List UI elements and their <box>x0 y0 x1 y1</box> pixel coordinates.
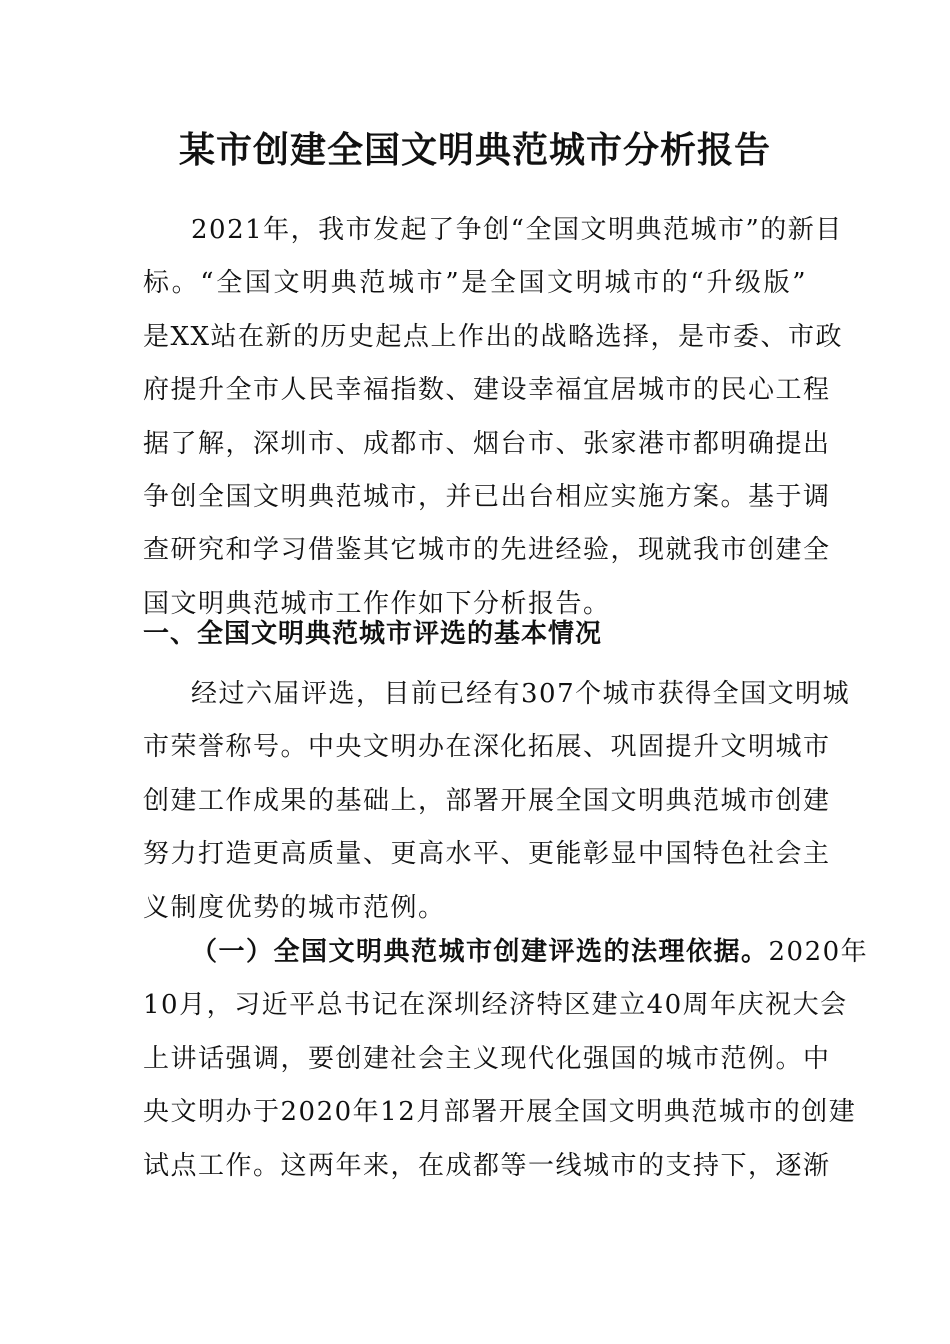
subsection-lead-rest: 2020年 <box>768 937 869 967</box>
paragraph-line: 10月，习近平总书记在深圳经济特区建立40周年庆祝大会 <box>143 990 848 1021</box>
paragraph-line: 试点工作。这两年来，在成都等一线城市的支持下，逐渐 <box>143 1150 831 1181</box>
intro-paragraph <box>143 204 844 631</box>
paragraph-line: 经过六届评选，目前已经有307个城市获得全国文明城 <box>191 679 851 709</box>
document-title: 某市创建全国文明典范城市分析报告 <box>178 129 771 171</box>
subsection1-paragraph <box>143 926 869 1193</box>
section-heading: 一、全国文明典范城市评选的基本情况 <box>143 619 603 649</box>
paragraph-line: 标。“全国文明典范城市”是全国文明城市的“升级版” <box>143 268 807 299</box>
section1-paragraph <box>143 668 851 935</box>
paragraph-line: 查研究和学习借鉴其它城市的先进经验，现就我市创建全 <box>143 535 831 566</box>
paragraph-line: 国文明典范城市工作作如下分析报告。 <box>143 588 611 619</box>
subsection-lead: （一）全国文明典范城市创建评选的法理依据。 <box>191 937 769 967</box>
paragraph-line <box>143 926 869 979</box>
paragraph-line: 据了解，深圳市、成都市、烟台市、张家港市都明确提出 <box>143 428 831 459</box>
paragraph-line: 上讲话强调，要创建社会主义现代化强国的城市范例。中 <box>143 1043 831 1074</box>
paragraph-line: 府提升全市人民幸福指数、建设幸福宜居城市的民心工程 <box>143 375 831 406</box>
paragraph-line: 央文明办于2020年12月部署开展全国文明典范城市的创建 <box>143 1097 857 1128</box>
paragraph-line: 创建工作成果的基础上，部署开展全国文明典范城市创建 <box>143 785 831 816</box>
paragraph-line: 努力打造更高质量、更高水平、更能彰显中国特色社会主 <box>143 839 831 870</box>
paragraph-line: 争创全国文明典范城市，并已出台相应实施方案。基于调 <box>143 481 831 512</box>
paragraph-line: 是XX站在新的历史起点上作出的战略选择，是市委、市政 <box>143 321 844 352</box>
paragraph-line: 义制度优势的城市范例。 <box>143 892 446 923</box>
paragraph-line: 市荣誉称号。中央文明办在深化拓展、巩固提升文明城市 <box>143 732 831 763</box>
paragraph-line: 2021年，我市发起了争创“全国文明典范城市”的新目 <box>191 215 843 245</box>
